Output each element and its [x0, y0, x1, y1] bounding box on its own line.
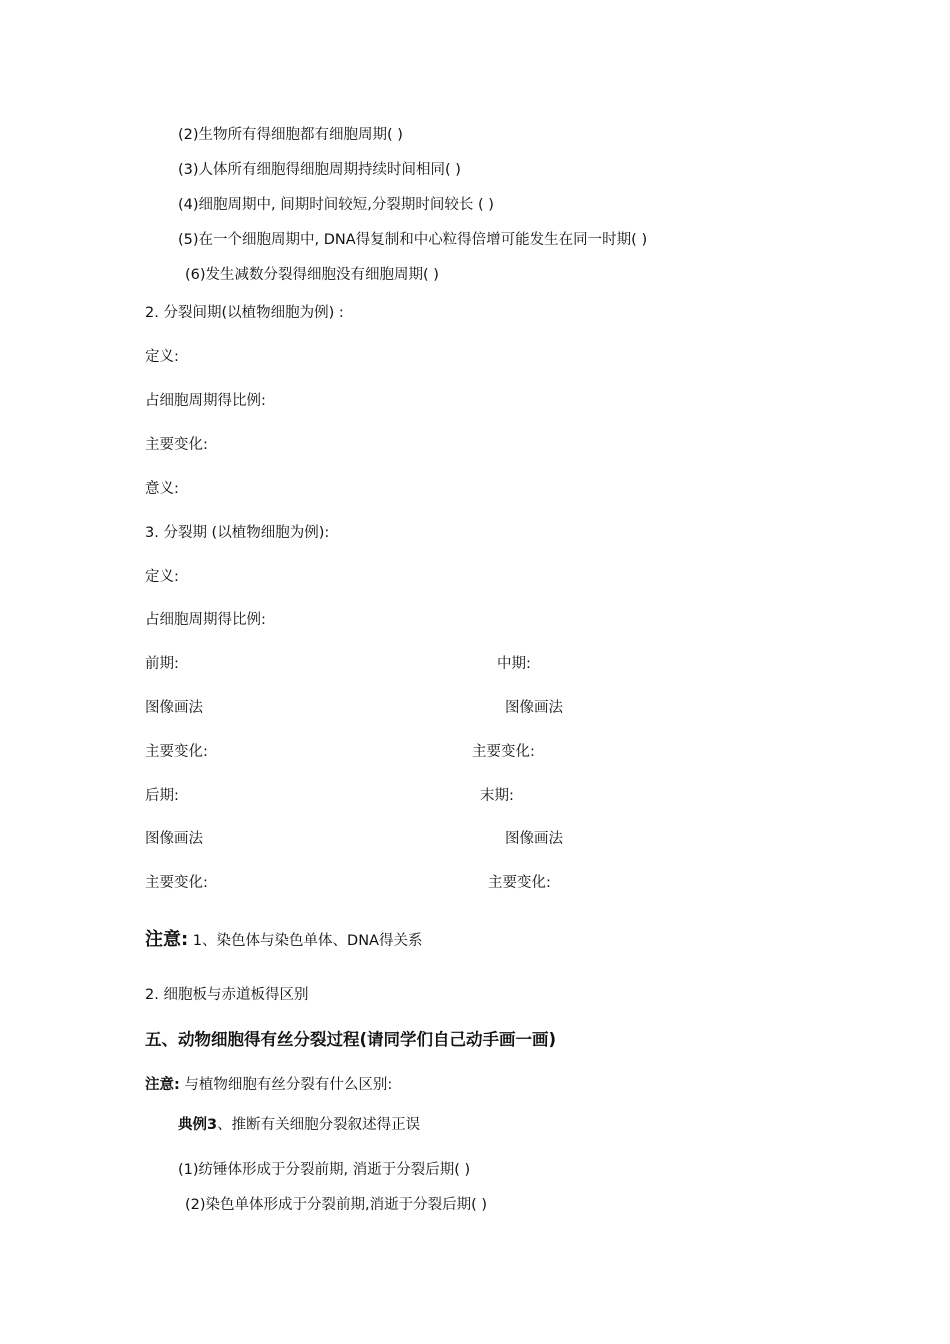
anaphase-changes: 主要变化:: [145, 875, 208, 891]
prophase-changes: 主要变化:: [145, 744, 208, 760]
question-b1: (1)纺锤体形成于分裂前期, 消逝于分裂后期( ): [178, 1162, 471, 1178]
metaphase-changes: 主要变化:: [472, 744, 535, 760]
metaphase-drawing: 图像画法: [505, 700, 563, 716]
anaphase-drawing: 图像画法: [145, 831, 203, 847]
interphase-heading: 2. 分裂间期(以植物细胞为例) :: [145, 305, 344, 321]
telophase-changes: 主要变化:: [488, 875, 551, 891]
note-1: [145, 930, 422, 951]
interphase-ratio: 占细胞周期得比例:: [145, 393, 266, 409]
question-3: (3)人体所有细胞得细胞周期持续时间相同( ): [178, 162, 461, 178]
prophase-label: 前期:: [145, 656, 179, 672]
telophase-label: 末期:: [480, 788, 514, 804]
mitosis-heading: 3. 分裂期 (以植物细胞为例):: [145, 525, 330, 541]
example-3: [178, 1115, 420, 1135]
note-1-text: 1、染色体与染色单体、DNA得关系: [188, 933, 423, 949]
metaphase-label: 中期:: [497, 656, 531, 672]
note-2-text: 与植物细胞有丝分裂有什么区别:: [179, 1077, 393, 1093]
anaphase-label: 后期:: [145, 788, 179, 804]
mitosis-ratio: 占细胞周期得比例:: [145, 612, 266, 628]
interphase-changes: 主要变化:: [145, 437, 208, 453]
interphase-definition: 定义:: [145, 349, 179, 365]
section-5-heading: 五、动物细胞得有丝分裂过程(请同学们自己动手画一画): [145, 1030, 557, 1049]
question-b2: (2)染色单体形成于分裂前期,消逝于分裂后期( ): [185, 1197, 488, 1213]
note-2-label: 注意:: [145, 1077, 180, 1093]
note-2: [145, 1075, 392, 1095]
prophase-drawing: 图像画法: [145, 700, 203, 716]
question-6: (6)发生减数分裂得细胞没有细胞周期( ): [185, 267, 439, 283]
note-1-item-2: 2. 细胞板与赤道板得区别: [145, 987, 309, 1003]
telophase-drawing: 图像画法: [505, 831, 563, 847]
example-3-text: 、推断有关细胞分裂叙述得正误: [217, 1117, 421, 1133]
question-5: (5)在一个细胞周期中, DNA得复制和中心粒得倍增可能发生在同一时期( ): [178, 232, 648, 248]
mitosis-definition: 定义:: [145, 569, 179, 585]
question-2: (2)生物所有得细胞都有细胞周期( ): [178, 127, 403, 143]
question-4: (4)细胞周期中, 间期时间较短,分裂期时间较长 ( ): [178, 197, 494, 213]
note-1-label: 注意:: [145, 929, 189, 950]
example-3-label: 典例3: [178, 1117, 218, 1133]
interphase-meaning: 意义:: [145, 481, 179, 497]
